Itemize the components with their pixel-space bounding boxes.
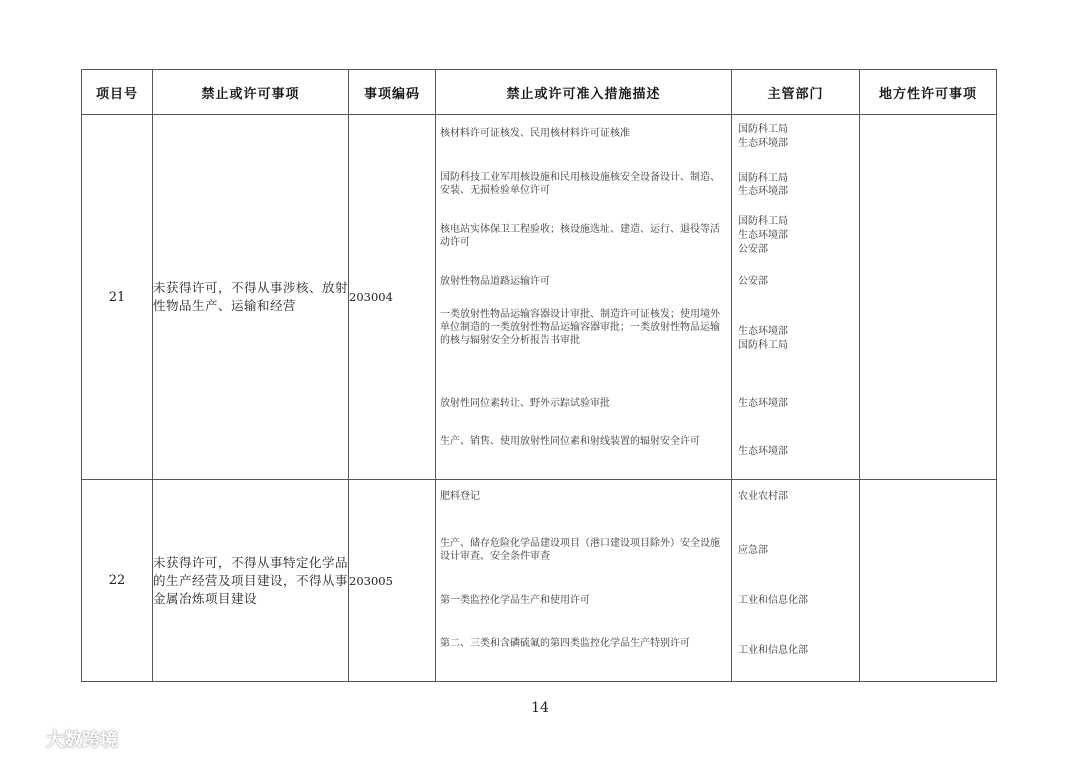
department: 公安部 bbox=[738, 276, 768, 287]
page-number: 14 bbox=[531, 700, 549, 716]
measure-departments bbox=[732, 115, 859, 479]
measure-description: 放射性同位素转让、野外示踪试验审批 bbox=[440, 398, 610, 409]
watermark bbox=[8, 726, 118, 752]
department: 生态环境部 bbox=[738, 138, 788, 149]
measure-description: 第一类监控化学品生产和使用许可 bbox=[440, 595, 590, 606]
header-matter: 禁止或许可事项 bbox=[153, 70, 349, 115]
department: 国防科工局 bbox=[738, 173, 788, 184]
department: 生态环境部 bbox=[738, 326, 788, 337]
measure-departments bbox=[732, 480, 859, 681]
measure-description: 核材料许可证核发、民用核材料许可证核准 bbox=[440, 128, 630, 139]
measure-descriptions bbox=[436, 115, 732, 479]
permit-table bbox=[81, 69, 997, 682]
department: 国防科工局 bbox=[738, 124, 788, 135]
row-matter: 未获得许可，不得从事涉核、放射性物品生产、运输和经营 bbox=[153, 115, 349, 480]
department: 应急部 bbox=[738, 545, 768, 556]
watermark-text: 大数跨境 bbox=[46, 730, 118, 751]
measure-description: 第二、三类和含磷硫氟的第四类监控化学品生产特别许可 bbox=[440, 638, 690, 649]
measure-description: 生产、销售、使用放射性同位素和射线装置的辐射安全许可 bbox=[440, 436, 700, 447]
department: 生态环境部 bbox=[738, 398, 788, 409]
department: 国防科工局 bbox=[738, 340, 788, 351]
table-row bbox=[82, 480, 997, 682]
header-local-permit: 地方性许可事项 bbox=[860, 70, 997, 115]
header-description: 禁止或许可准入措施描述 bbox=[436, 70, 732, 114]
local-permit-cell bbox=[860, 115, 997, 480]
header-department: 主管部门 bbox=[767, 86, 824, 102]
measure-descriptions bbox=[436, 480, 732, 681]
department: 农业农村部 bbox=[738, 491, 788, 502]
watermark-logo-icon bbox=[8, 728, 42, 750]
measure-description: 生产、储存危险化学品建设项目（港口建设项目除外）安全设施设计审查、安全条件审查 bbox=[440, 538, 720, 562]
table-row bbox=[82, 115, 997, 480]
measure-description: 放射性物品道路运输许可 bbox=[440, 276, 550, 287]
local-permit-cell bbox=[860, 480, 997, 682]
header-code: 事项编码 bbox=[349, 70, 436, 115]
department: 生态环境部 bbox=[738, 446, 788, 457]
row-number: 22 bbox=[82, 480, 153, 682]
row-matter: 未获得许可，不得从事特定化学品的生产经营及项目建设，不得从事金属冶炼项目建设 bbox=[153, 480, 349, 682]
measure-description: 肥料登记 bbox=[440, 491, 480, 502]
department: 生态环境部 bbox=[738, 230, 788, 241]
department: 公安部 bbox=[738, 244, 768, 255]
department: 工业和信息化部 bbox=[738, 595, 808, 606]
row-code: 203004 bbox=[349, 115, 436, 480]
measure-description: 核电站实体保卫工程验收；核设施选址、建造、运行、退役等活动许可 bbox=[440, 224, 720, 248]
row-code: 203005 bbox=[349, 480, 436, 682]
department: 工业和信息化部 bbox=[738, 645, 808, 656]
measure-description: 一类放射性物品运输容器设计审批、制造许可证核发；使用境外单位制造的一类放射性物品运输容器审批；一类放射性物品运输的核与辐射安全分析报告书审批 bbox=[440, 309, 720, 346]
department: 国防科工局 bbox=[738, 216, 788, 227]
measure-description: 国防科技工业军用核设施和民用核设施核安全设备设计、制造、安装、无损检验单位许可 bbox=[440, 172, 720, 196]
department: 生态环境部 bbox=[738, 186, 788, 197]
header-item-number: 项目号 bbox=[82, 70, 153, 115]
row-number: 21 bbox=[82, 115, 153, 480]
table-header-row bbox=[82, 70, 997, 115]
